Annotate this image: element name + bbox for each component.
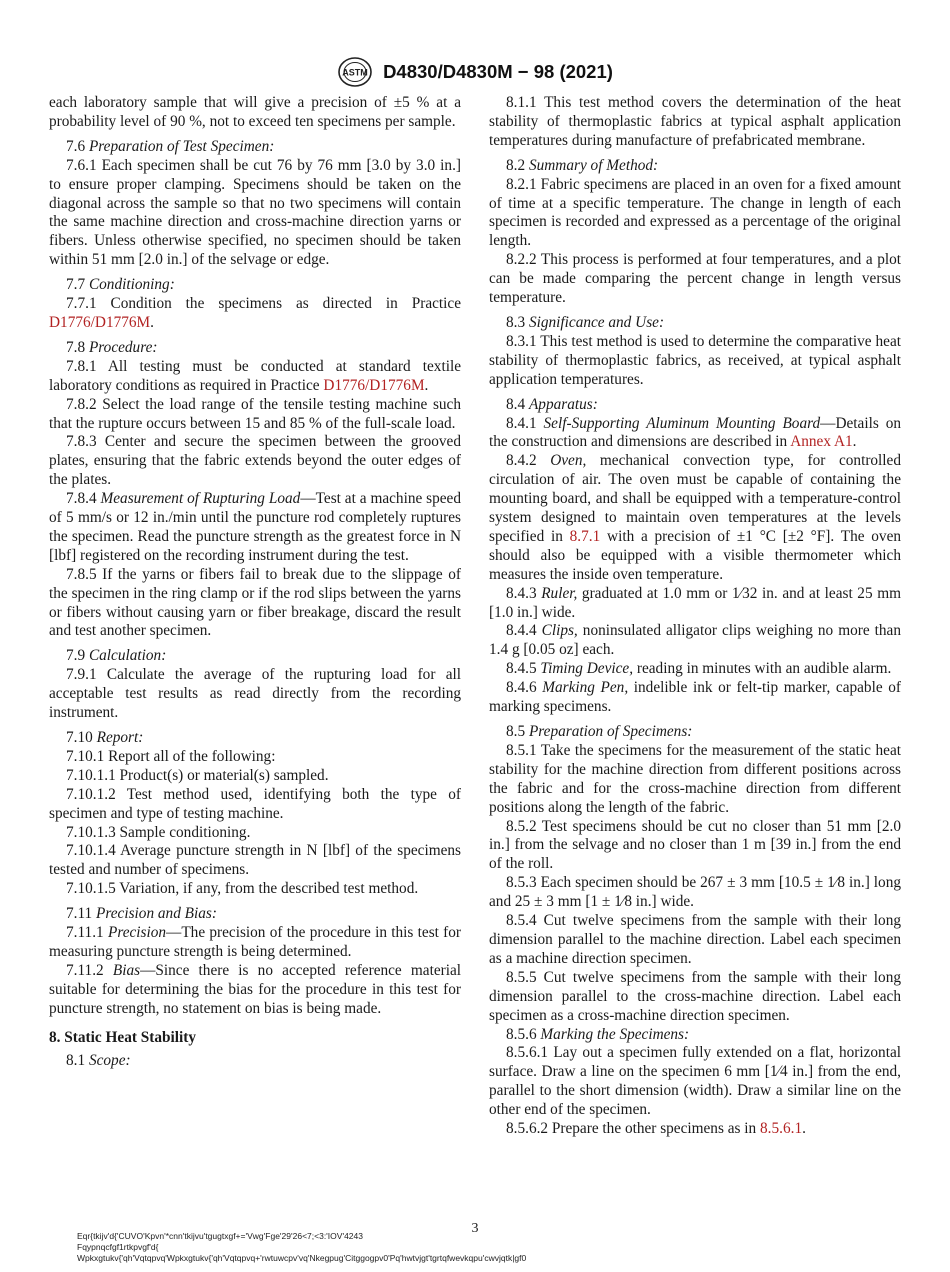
paragraph: 8.5.6.1 Lay out a specimen fully extended on a flat, horizontal surface. Draw a line on the specimen 6 mm [1⁄4 in.] from the end, parallel to the short dimension (width). Draw a similar line on the other end of the specimen.: [489, 1044, 901, 1119]
paragraph: 8.5.1 Take the specimens for the measurement of the static heat stability for the machine direction from different positions across the fabric and for the cross-machine direction from different positions along the length of the fabric.: [489, 741, 901, 816]
paragraph: 8.5.4 Cut twelve specimens from the sample with their long dimension parallel to the machine direction. Label each specimen as a machine direction specimen.: [489, 912, 901, 967]
paragraph: 7.6.1 Each specimen shall be cut 76 by 76 mm [3.0 by 3.0 in.] to ensure proper clamping. Specimens should be taken on the diagonal across the sample so that no two specimens will contain the same machine direction and cross-machine direction yarns or fibers. Unless otherwise specified, no specimen should be taken within 51 mm [2.0 in.] of the selvage or edge.: [49, 156, 461, 269]
paragraph: 7.7.1 Condition the specimens as directed in Practice D1776/D1776M.: [49, 295, 461, 331]
reference-link[interactable]: D1776/D1776M: [323, 376, 425, 394]
reference-link[interactable]: D1776/D1776M: [49, 313, 151, 331]
section-7-11: 7.11 Precision and Bias:: [66, 905, 217, 923]
paragraph: 8.1.1 This test method covers the determination of the heat stability of thermoplastic fabrics at typical asphalt application temperatures during manufacture of prefabricated membrane.: [489, 94, 901, 149]
section-8-1: 8.1 Scope:: [66, 1051, 131, 1069]
paragraph: 8.5.5 Cut twelve specimens from the sample with their long dimension parallel to the cross-machine direction. Label each specimen as a cross-machine direction specimen.: [489, 968, 901, 1024]
paragraph: 7.8.2 Select the load range of the tensile testing machine such that the rupture occurs between 15 and 85 % of the full-scale load.: [49, 395, 461, 432]
paragraph: 8.4.5 Timing Device, reading in minutes with an audible alarm.: [506, 660, 892, 678]
section-7-9: 7.9 Calculation:: [66, 647, 167, 665]
paragraph: 8.5.3 Each specimen should be 267 ± 3 mm [10.5 ± 1⁄8 in.] long and 25 ± 3 mm [1 ± 1⁄8 in.] wide.: [489, 874, 901, 911]
right-column: [489, 94, 901, 1139]
section-7-10: 7.10 Report:: [66, 729, 144, 746]
paragraph: 7.10.1.2 Test method used, identifying both the type of specimen and type of testing machine.: [49, 785, 461, 822]
paragraph: 8.4.1 Self-Supporting Aluminum Mounting Board—Details on the construction and dimensions are described in Annex A1.: [489, 414, 901, 451]
paragraph: 8.3.1 This test method is used to determine the comparative heat stability of thermoplastic fabrics, as received, at typical asphalt application temperatures.: [489, 332, 901, 388]
paragraph: 8.4.3 Ruler, graduated at 1.0 mm or 1⁄32 in. and at least 25 mm [1.0 in.] wide.: [489, 584, 902, 621]
section-8-5-6: 8.5.6 Marking the Specimens:: [506, 1025, 690, 1043]
astm-logo-icon: [337, 56, 373, 88]
paragraph: 8.5.2 Test specimens should be cut no closer than 51 mm [2.0 in.] from the selvage and no closer than 1 m [39 in.] from the end of the roll.: [489, 817, 901, 873]
footer-line: Wpkxgtukv{'qh'Vqtqpvq'Wpkxgtukv{'qh'Vqtqpvq+'rwtuwcpv'vq'Nkegpug'Citggogpv0'Pq'hwtvjgt'tgrtqfwevkqpu'cwvjqtk|gf0: [77, 1253, 527, 1263]
paragraph: 7.8.1 All testing must be conducted at standard textile laboratory conditions as required in Practice D1776/D1776M.: [49, 357, 461, 394]
paragraph: 7.10.1.3 Sample conditioning.: [66, 823, 251, 841]
paragraph: each laboratory sample that will give a precision of ±5 % at a probability level of 90 %, not to exceed ten specimens per sample.: [49, 94, 461, 130]
section-8-5: 8.5 Preparation of Specimens:: [506, 723, 693, 740]
paragraph: 7.10.1 Report all of the following:: [66, 747, 276, 765]
page-header: [0, 56, 950, 88]
paragraph: 7.10.1.4 Average puncture strength in N [lbf] of the specimens tested and number of specimens.: [49, 842, 461, 879]
paragraph: 8.4.4 Clips, noninsulated alligator clips weighing no more than 1.4 g [0.05 oz] each.: [489, 622, 901, 659]
paragraph: 7.11.2 Bias—Since there is no accepted reference material suitable for determining the bias for the procedure in this test for puncture strength, no statement on bias is being made.: [49, 961, 462, 1017]
paragraph: 7.8.4 Measurement of Rupturing Load—Test at a machine speed of 5 mm/s or 12 in./min until the puncture rod completely ruptures the specimen. Read the puncture strength as the greatest force in N [lbf] registered on the recording instrument during the test.: [49, 490, 461, 564]
paragraph: 8.5.6.2 Prepare the other specimens as in 8.5.6.1.: [506, 1120, 806, 1138]
footer-line: Eqr{tkijv'd{'CUVO'Kpvn'*cnn'tkijvu'tgugtxgf+='Vwg'Fge'29'26<7;<3:'IOV'4243: [77, 1231, 363, 1241]
paragraph: 7.8.3 Center and secure the specimen between the grooved plates, ensuring that the fabric extends beyond the outer edges of the plates.: [49, 433, 461, 489]
section-8-heading: 8. Static Heat Stability: [49, 1028, 197, 1046]
reference-link[interactable]: 8.5.6.1: [760, 1120, 803, 1138]
paragraph: 7.8.5 If the yarns or fibers fail to break due to the slippage of the specimen in the ring clamp or if the rod slips between the yarns or fibers without causing yarn or fiber breakage, discard the result and test another specimen.: [49, 565, 461, 640]
reference-link[interactable]: 8.7.1: [569, 527, 601, 545]
reference-link[interactable]: Annex A1: [790, 433, 853, 451]
section-7-8: 7.8 Procedure:: [66, 338, 158, 356]
footer-line: Fqypnqcfgf1rtkpvgf'd{: [77, 1242, 159, 1252]
paragraph: 7.9.1 Calculate the average of the rupturing load for all acceptable test results as read directly from the recording instrument.: [49, 666, 461, 722]
standard-designation: D4830/D4830M − 98 (2021): [383, 61, 613, 82]
section-8-2: 8.2 Summary of Method:: [506, 156, 659, 174]
paragraph: 7.10.1.1 Product(s) or material(s) sampled.: [66, 766, 329, 784]
page-number: 3: [471, 1221, 479, 1236]
paragraph: 8.2.2 This process is performed at four temperatures, and a plot can be made comparing the percent change in length versus temperature.: [489, 251, 901, 307]
section-8-3: 8.3 Significance and Use:: [506, 313, 665, 331]
paragraph: 7.11.1 Precision—The precision of the procedure in this test for measuring puncture strength is being determined.: [49, 924, 462, 960]
paragraph: 8.4.6 Marking Pen, indelible ink or felt-tip marker, capable of marking specimens.: [489, 679, 901, 716]
section-7-6: 7.6 Preparation of Test Specimen:: [66, 137, 275, 155]
section-7-7: 7.7 Conditioning:: [66, 276, 175, 294]
paragraph: 7.10.1.5 Variation, if any, from the described test method.: [66, 880, 419, 898]
section-8-4: 8.4 Apparatus:: [506, 395, 598, 413]
license-footer: [77, 1231, 526, 1264]
logo-text: ASTM: [342, 67, 368, 78]
paragraph: 8.4.2 Oven, mechanical convection type, for controlled circulation of air. The oven must be capable of containing the mounting board, and shall be equipped with a temperature-control system designed to maintain oven temperatures at the levels specified in 8.7.1 with a precision of ±1 °C [±2 °F]. The oven should also be equipped with a visible thermometer which measures the inside oven temperature.: [489, 452, 902, 583]
left-column: [49, 94, 461, 1070]
paragraph: 8.2.1 Fabric specimens are placed in an oven for a fixed amount of time at a specific temperature. The change in length of each specimen is recorded and expressed as a percentage of the original length.: [489, 175, 901, 250]
